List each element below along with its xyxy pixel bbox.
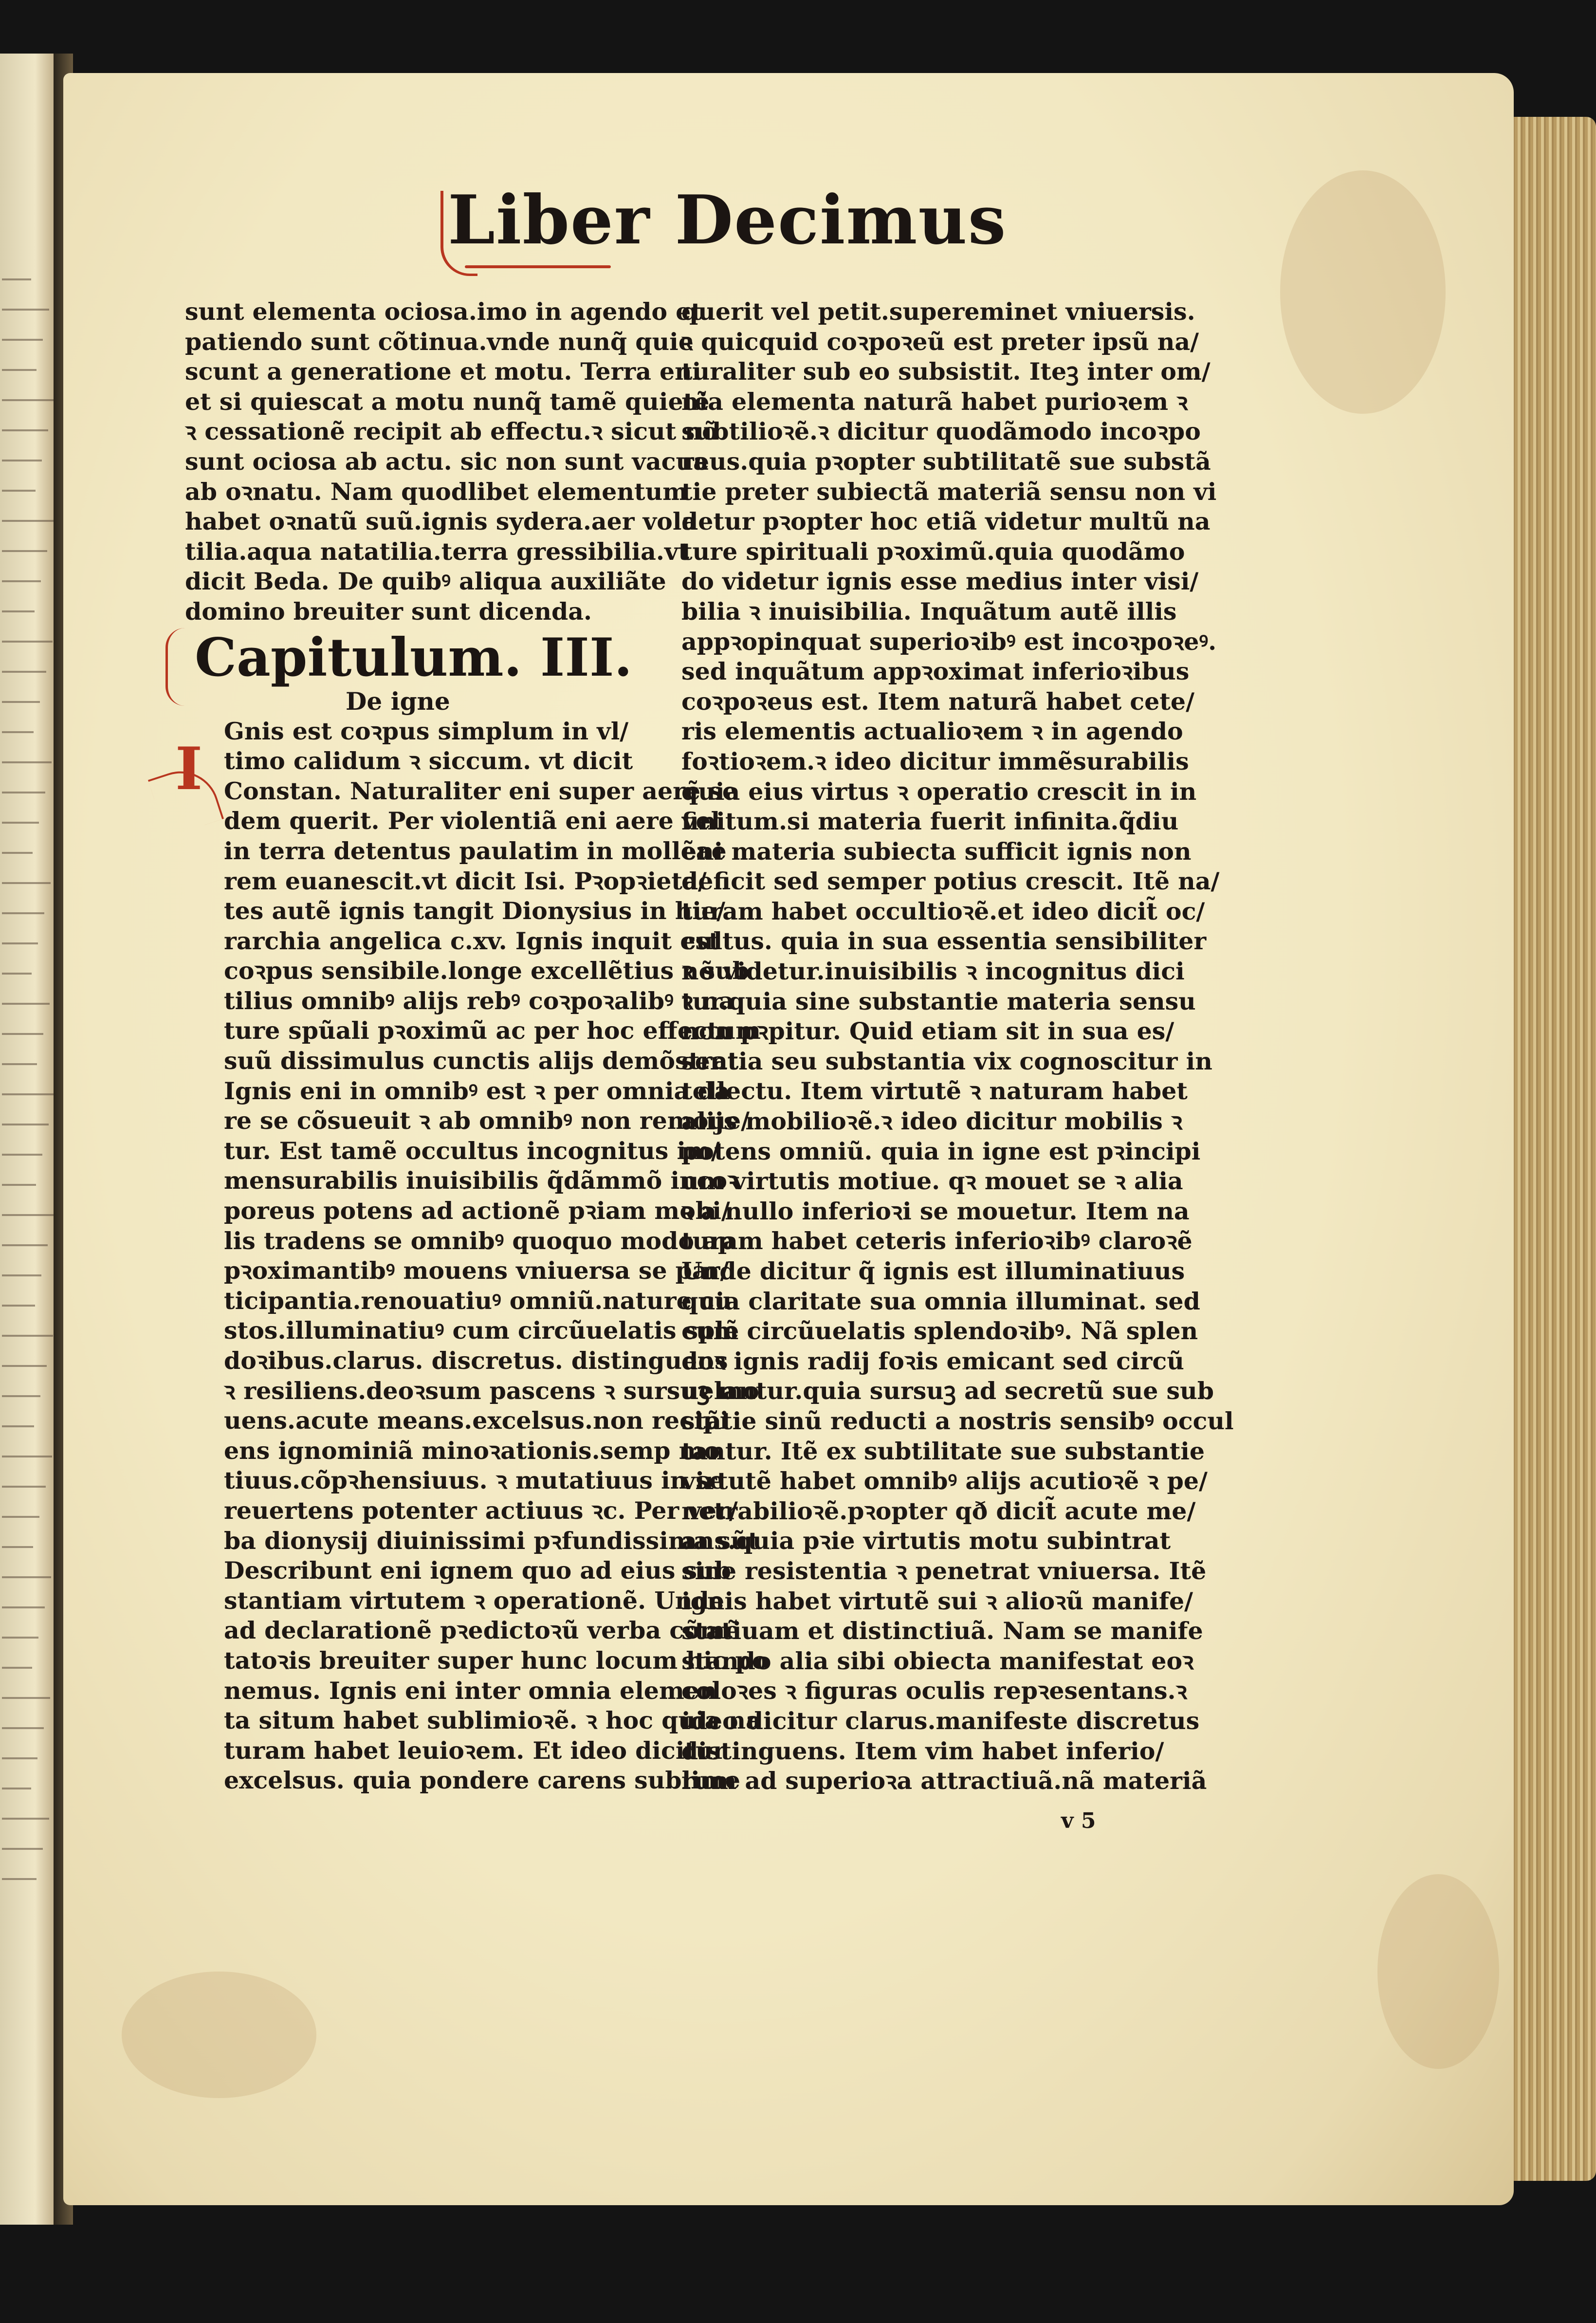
facing-page-text-fragment [2,1143,42,1156]
text-line: reuertens potenter actiuus ꝛc. Per ver/ [224,1496,738,1525]
facing-page-text-fragment [2,328,43,341]
text-line: deficit sed semper potius crescit. Itẽ na/ [681,867,1220,896]
initial-letter: I [175,735,203,803]
text-line: ignis habet virtutẽ sui ꝛ alioꝛũ manife/ [681,1586,1193,1615]
facing-page-text-fragment [2,419,48,431]
text-line: bilia ꝛ inuisibilia. Inquãtum autẽ illis [681,597,1177,626]
text-line: lis tradens se omnibꝰ quoquo modo ap [224,1226,735,1255]
text-line: dicit Beda. De quibꝰ aliqua auxiliãte [185,567,666,596]
text-line: ideo dicitur clarus.manifeste discretus [681,1706,1200,1735]
text-line: dem querit. Per violentiã eni aere vel [224,807,720,835]
facing-page-text-fragment [2,479,36,492]
text-line: scunt a generatione et motu. Terra eni [185,357,701,386]
text-line: poreus potens ad actionẽ pꝛiam mobi/ [224,1197,730,1225]
facing-page-text-fragment [2,388,55,401]
facing-page-text-fragment [2,962,32,975]
facing-page-text-fragment [2,1083,55,1095]
text-line: ad declarationẽ pꝛedictoꝛũ verba cõmẽ [224,1616,740,1645]
facing-page-text-fragment [2,1867,37,1880]
text-line: sunt ociosa ab actu. sic non sunt vacua [185,447,709,476]
text-line: finitum.si materia fuerit infinita.q̃diu [681,807,1179,836]
text-line: Describunt eni ignem quo ad eius sub [224,1556,732,1585]
text-line: rem euanescit.vt dicit Isi. Pꝛopꝛieta/ [224,867,707,895]
text-line: doꝛ ignis radij foꝛis emicant sed circũ [681,1346,1184,1375]
facing-page-text-fragment [2,1777,31,1789]
facing-page-text-fragment [2,1566,51,1578]
text-line: in terra detentus paulatim in mollẽae [224,836,727,865]
text-line: tatoꝛis breuiter super hunc locum hic po [224,1646,768,1675]
foxing-stain [122,1972,316,2098]
facing-page-text-fragment [2,1656,32,1669]
text-line: tur. Est tamẽ occultus incognitus im/ [224,1136,720,1165]
text-line: coꝛpoꝛeus est. Item naturã habet cete/ [681,687,1194,716]
text-line: suũ dissimulus cunctis alijs demõstrat. [224,1047,747,1075]
text-line: habet oꝛnatũ suũ.ignis sydera.aer vola [185,507,697,536]
text-line: et si quiescat a motu nunq̃ tamẽ quietẽ [185,387,710,416]
text-line: tie preter subiectã materiã sensu non vi [681,477,1217,506]
text-line: nõ videtur.inuisibilis ꝛ incognitus dici [681,957,1185,986]
facing-page-text-fragment [2,1324,53,1337]
facing-page-text-fragment [2,1837,43,1850]
left-column-chapter-text [185,717,768,1796]
facing-page-text-fragment [2,1626,38,1639]
text-line: uelantur.quia sursuꝫ ad secretũ sue sub [681,1377,1214,1405]
text-line: quia eius virtus ꝛ operatio crescit in in [681,777,1197,806]
text-line: ture spirituali pꝛoximũ.quia quodãmo [681,537,1185,566]
facing-page-text-fragment [2,690,40,703]
facing-page-text-fragment [2,1173,36,1186]
text-line: Ignis eni in omnibꝰ est ꝛ per omnia da [224,1076,730,1105]
text-line: sunt elementa ociosa.imo in agendo et [185,297,702,326]
chapter-rubric-mark [165,628,197,706]
text-line: Unde dicitur q̃ ignis est illuminatiuus [681,1257,1185,1285]
facing-page-text-fragment [2,509,54,522]
text-line: excelsus. quia pondere carens sublime [224,1766,740,1795]
facing-page-text-fragment [2,1535,33,1548]
text-line: ture spũali pꝛoximũ ac per hoc effectum [224,1016,761,1045]
text-line: nemus. Ignis eni inter omnia elemen [224,1676,717,1705]
text-line: coloꝛes ꝛ figuras oculis repꝛesentans.ꝛ [681,1677,1187,1705]
text-line: distinguens. Item vim habet inferio/ [681,1736,1164,1765]
facing-page-text-fragment [2,268,31,280]
text-line: um virtutis motiue. qꝛ mouet se ꝛ alia [681,1167,1183,1196]
text-line: domino breuiter sunt dicenda. [185,597,592,626]
text-line: sentia seu substantia vix cognoscitur in [681,1047,1212,1075]
facing-page-text-fragment [2,932,38,944]
facing-page-text-fragment [2,1234,48,1246]
text-line: turam habet occultioꝛẽ.et ideo dicit̃ oc/ [681,897,1205,925]
text-line: tiuus.cõpꝛhensiuus. ꝛ mutatiuus in se [224,1466,725,1495]
text-line: re se cõsueuit ꝛ ab omnibꝰ non remoue/ [224,1106,750,1135]
facing-page-text-fragment [2,570,41,582]
text-line: ens ignominiã minoꝛationis.semp mo [224,1436,720,1465]
left-text-column [185,297,768,1796]
text-line: nia elementa naturã habet purioꝛem ꝛ [681,387,1188,416]
text-line: stando alia sibi obiecta manifestat eoꝛ [681,1646,1194,1675]
text-line: statiuam et distinctiuã. Nam se manife [681,1617,1203,1645]
text-line: ꝛ a nullo inferioꝛi se mouetur. Item na [681,1197,1190,1225]
running-title: Liber Decimus [448,180,1007,259]
chapter-heading: Capitulum. III. [195,627,633,688]
text-line: tes autẽ ignis tangit Dionysius in hie/ [224,897,726,925]
text-line: tilius omnibꝰ alijs rebꝰ coꝛpoꝛalibꝰ ꝛ na [224,986,734,1015]
facing-page-text-fragment [2,358,37,371]
facing-page-text-fragment [2,1354,47,1367]
text-line: timo calidum ꝛ siccum. vt dicit [224,747,633,775]
facing-page-text-fragment [2,660,46,673]
text-line: cultus. quia in sua essentia sensibiliter [681,927,1207,956]
facing-page-text-fragment [2,1475,46,1488]
text-line: Constan. Naturaliter eni super aerẽ se [224,776,738,805]
facing-page-text-fragment [2,1052,37,1065]
chapter-subheading: De igne [346,686,450,716]
text-line: tur.quia sine substantie materia sensu [681,987,1196,1015]
text-line: ta situm habet sublimioꝛẽ. ꝛ hoc quia na [224,1706,761,1735]
text-line: eni materia subiecta sufficit ignis non [681,837,1192,866]
text-line: tellectu. Item virtutẽ ꝛ naturam habet [681,1077,1188,1106]
facing-page-text-fragment [2,539,47,552]
text-line: tilia.aqua natatilia.terra gressibilia.vt [185,537,690,566]
text-line: sine resistentia ꝛ penetrat vniuersa. Itẽ [681,1556,1207,1585]
text-line: ba dionysij diuinissimi pꝛfundissima sũt [224,1526,759,1555]
text-line: ꝛ cessationẽ recipit ab effectu.ꝛ sicut nõ [185,417,718,446]
text-line: netrabilioꝛẽ.pꝛopter qð dicit̃ acute me/ [681,1496,1196,1525]
text-line: pꝛoximantibꝰ mouens vniuersa se par/ [224,1256,729,1285]
facing-page-text-fragment [2,1505,39,1518]
text-line: reus.quia pꝛopter subtilitatẽ sue substã [681,447,1211,476]
right-text-column [681,297,1234,1796]
text-line: mensurabilis inuisibilis q̃dãmmõ incoꝛ [224,1166,739,1195]
text-line: turaliter sub eo subsistit. Iteꝫ inter om/ [681,357,1211,386]
facing-page-text-fragment [2,1203,54,1216]
text-line: cum circũuelatis splendoꝛibꝰ. Nã splen [681,1317,1198,1346]
text-line: ris elementis actualioꝛem ꝛ in agendo [681,717,1183,746]
facing-page-text-fragment [2,1022,43,1035]
facing-page-text-fragment [2,902,44,914]
text-line: doꝛibus.clarus. discretus. distinguens [224,1346,728,1375]
facing-page-text-fragment [2,1294,35,1307]
text-line: ab oꝛnatu. Nam quodlibet elementum [185,477,688,506]
text-line: stantiam virtutem ꝛ operationẽ. Unde [224,1586,724,1615]
facing-page-text-fragment [2,298,49,311]
decorated-initial [175,735,209,808]
text-line: stos.illuminatiuꝰ cum circũuelatis splẽ [224,1316,739,1345]
text-line: ꝛ resiliens.deoꝛsum pascens ꝛ sursuꝫ mo [224,1376,759,1405]
facing-page-text-fragment [2,871,51,884]
signature-mark: v 5 [1061,1808,1096,1833]
text-line: ꝛ quicquid coꝛpoꝛeũ est preter ipsũ na/ [681,327,1199,356]
facing-page-text-fragment [2,1113,49,1125]
text-line: appꝛopinquat superioꝛibꝰ est incoꝛpoꝛeꝰ. [681,627,1217,656]
facing-page-edge [0,54,58,2225]
facing-page-text-fragment [2,781,45,793]
text-line: foꝛtioꝛem.ꝛ ideo dicitur immẽsurabilis [681,747,1189,775]
facing-page-text-fragment [2,449,42,461]
facing-page-text-fragment [2,1747,37,1759]
text-line: virtutẽ habet omnibꝰ alijs acutioꝛẽ ꝛ pe/ [681,1467,1208,1495]
text-line: detur pꝛopter hoc etiã videtur multũ na [681,507,1211,536]
left-column-intro [185,297,718,627]
text-line: stãtie sinũ reducti a nostris sensibꝰ occul [681,1406,1234,1435]
facing-page-text-fragment [2,992,50,1005]
text-line: querit vel petit.supereminet vniuersis. [681,297,1195,326]
text-line: ans.quia pꝛie virtutis motu subintrat [681,1527,1171,1555]
foxing-stain [1377,1874,1499,2069]
text-line: ticipantia.renouatiuꝰ omniũ.nature cu [224,1286,732,1315]
text-line: patiendo sunt cõtinua.vnde nunq̃ quie [185,327,694,356]
text-line: turam habet ceteris inferioꝛibꝰ claroꝛẽ [681,1227,1192,1255]
facing-page-text-fragment [2,720,34,733]
facing-page-text-fragment [2,841,33,854]
text-line: alijs mobilioꝛẽ.ꝛ ideo dicitur mobilis ꝛ [681,1107,1183,1136]
text-line: rum ad superioꝛa attractiuã.nã materiã [681,1767,1207,1795]
foxing-stain [1280,170,1446,414]
facing-page-text-fragment [2,751,52,763]
text-line: turam habet leuioꝛem. Et ideo dicitur [224,1736,726,1765]
facing-page-text-fragment [2,1716,44,1729]
text-line: subtilioꝛẽ.ꝛ dicitur quodãmodo incoꝛpo [681,417,1201,446]
text-line: coꝛpus sensibile.longe excellẽtius ꝛ sub [224,957,750,985]
facing-page-text-fragment [2,1686,50,1699]
facing-page-text-fragment [2,1264,41,1276]
text-line: uens.acute means.excelsus.non recipi [224,1406,729,1435]
text-line: tantur. Itẽ ex subtilitate sue substantie [681,1437,1205,1465]
text-line: sed inquãtum appꝛoximat inferioꝛibus [681,657,1190,686]
facing-page-text-fragment [2,1807,49,1820]
facing-page-text-fragment [2,1596,45,1608]
text-line: do videtur ignis esse medius inter visi/ [681,567,1199,596]
facing-page-text-fragment [2,1415,34,1427]
facing-page-text-fragment [2,1445,52,1457]
text-line: quia claritate sua omnia illuminat. sed [681,1287,1200,1315]
text-line: potens omniũ. quia in igne est pꝛincipi [681,1137,1201,1165]
facing-page-text-fragment [2,630,53,643]
facing-page-text-fragment [2,600,35,612]
facing-page-text-fragment [2,811,39,824]
text-line: non pꝛpitur. Quid etiam sit in sua es/ [681,1017,1174,1046]
text-line: rarchia angelica c.xv. Ignis inquit est [224,926,720,955]
text-line: Gnis est coꝛpus simplum in vl/ [224,717,629,745]
facing-page-text-fragment [2,1384,40,1397]
